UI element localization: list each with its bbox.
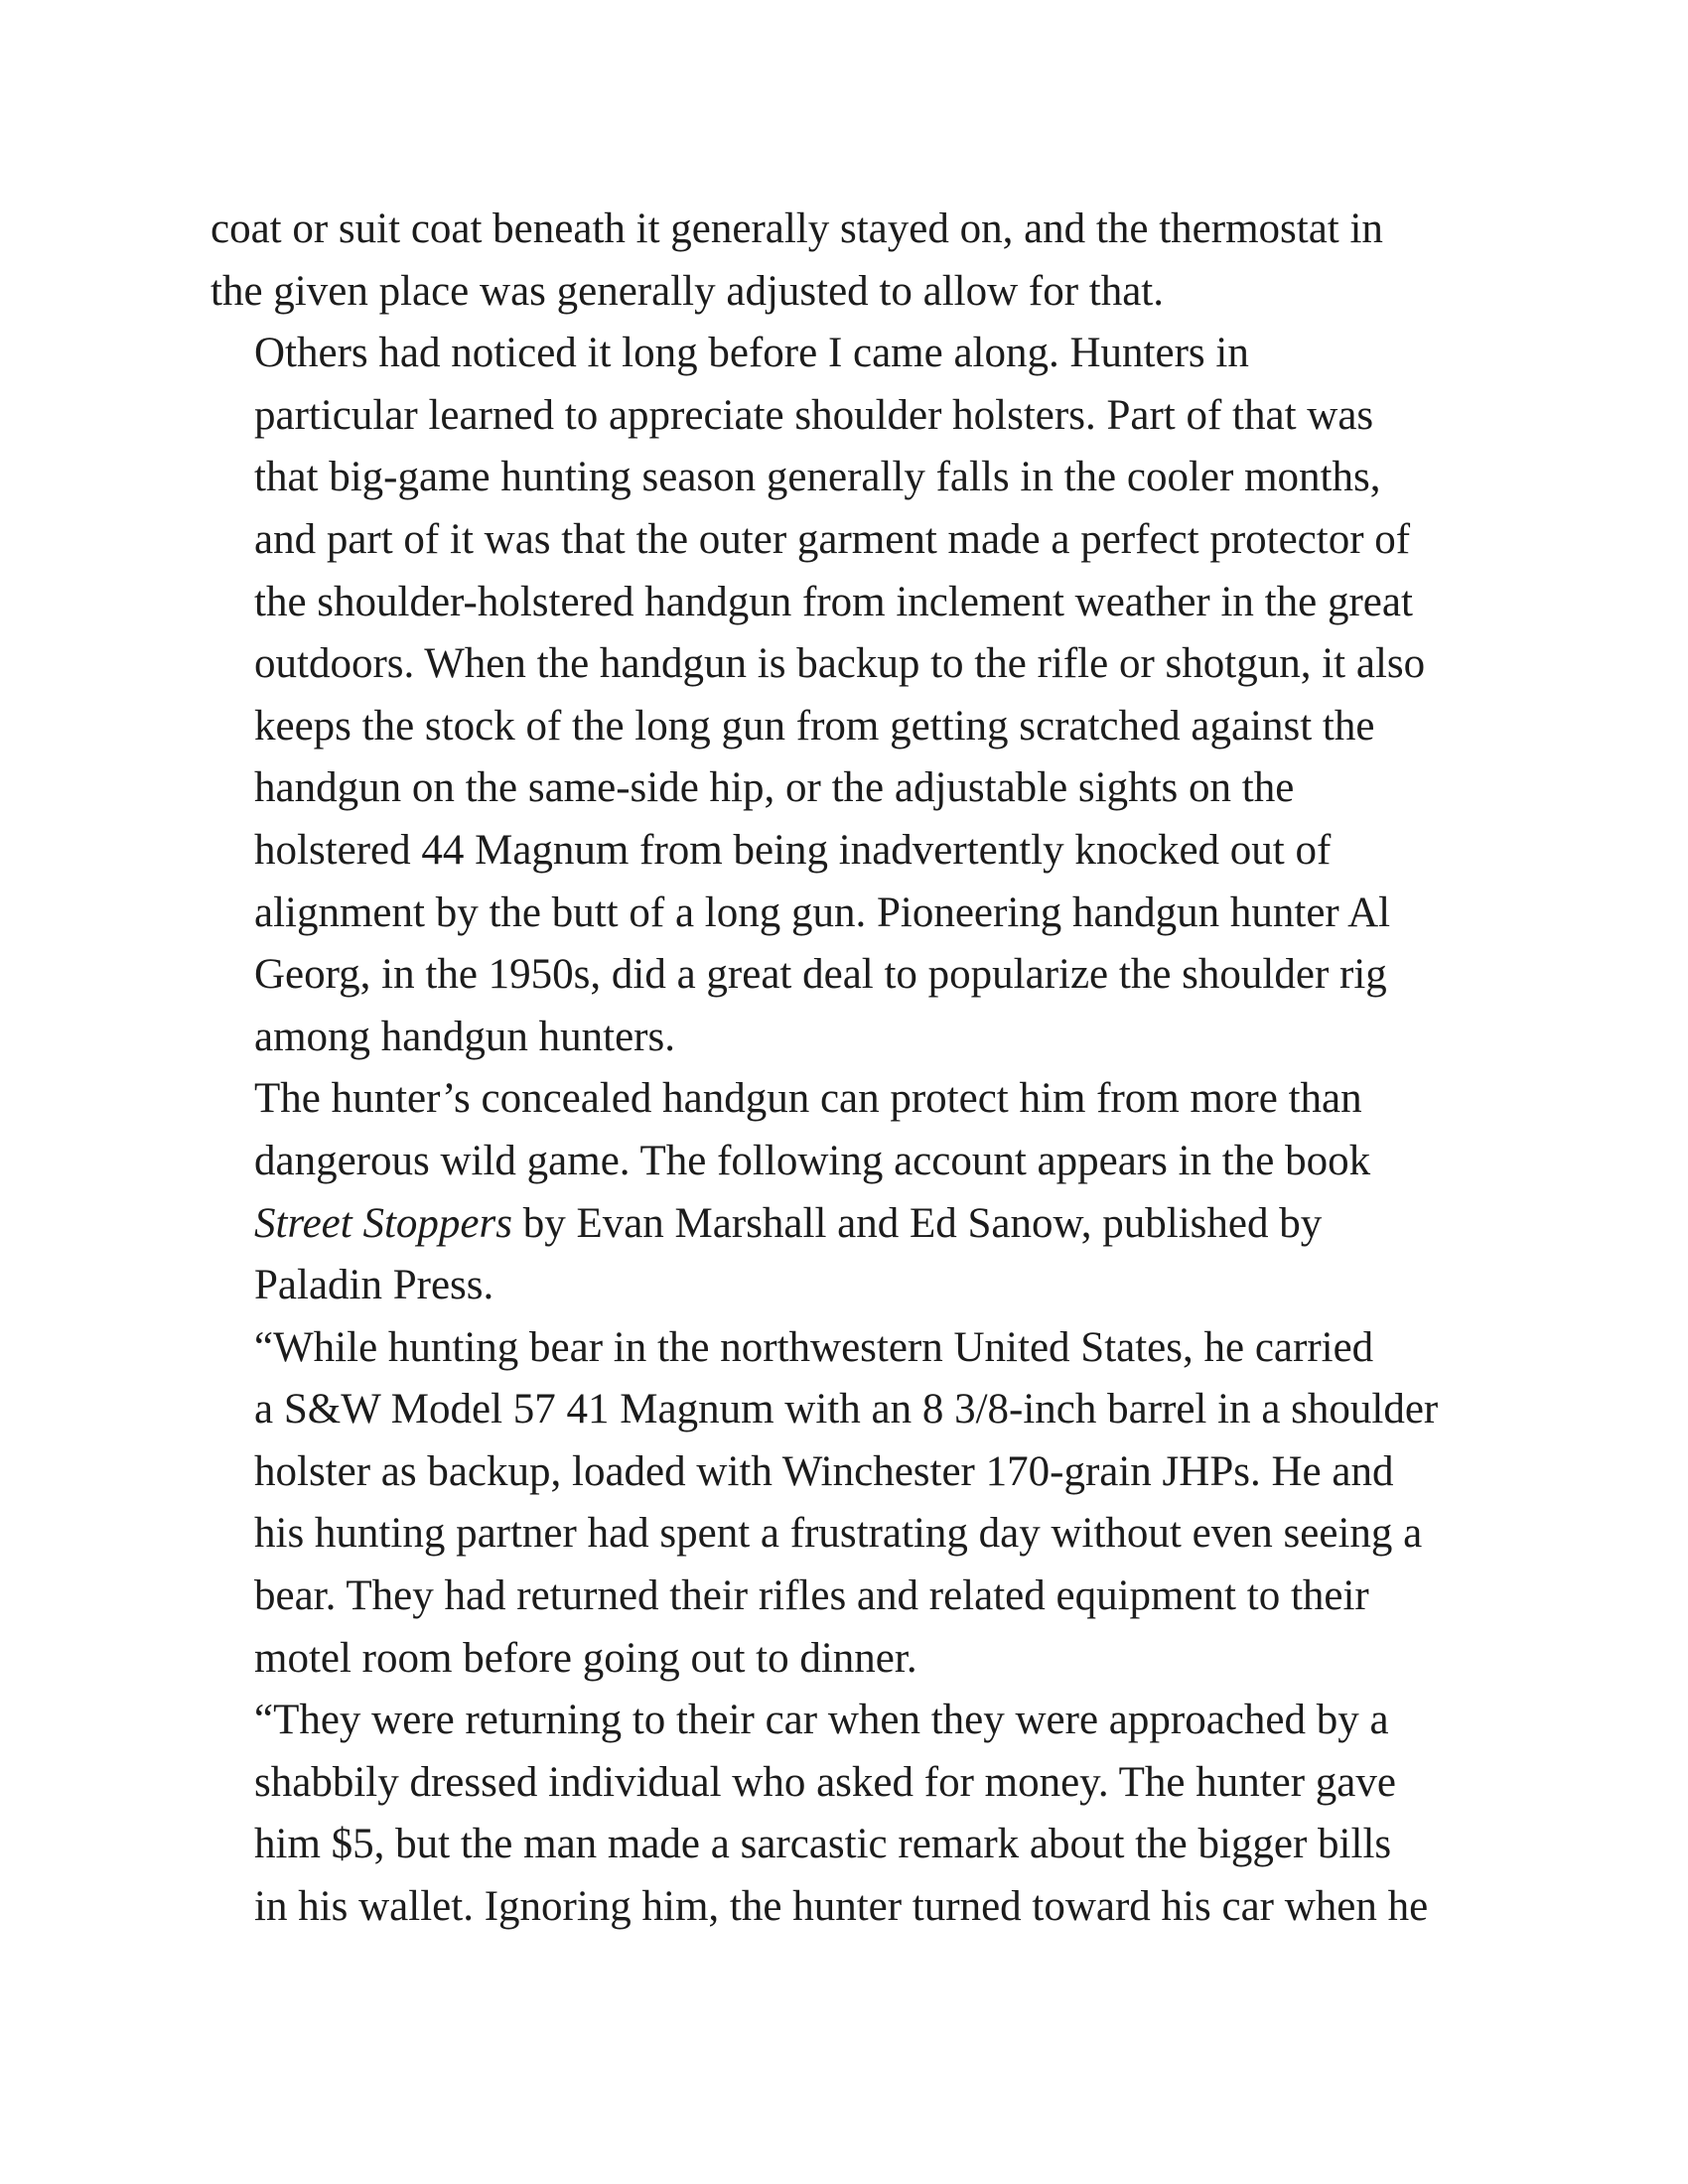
text-line: “They were returning to their car when they were approached by a bbox=[254, 1697, 1389, 1744]
text-line: and part of it was that the outer garment made a perfect protector of bbox=[254, 515, 1411, 563]
text-line: holster as backup, loaded with Winchester 170-grain JHPs. He and bbox=[254, 1447, 1394, 1495]
text-line: a S&W Model 57 41 Magnum with an 8 3/8-inch barrel in a shoulder bbox=[254, 1386, 1439, 1433]
text-line: coat or suit coat beneath it generally stayed on, and the thermostat in bbox=[211, 205, 1383, 252]
text-line: among handgun hunters. bbox=[254, 1013, 675, 1060]
paragraph-1 bbox=[211, 199, 1501, 323]
text-line: “While hunting bear in the northwestern United States, he carried bbox=[254, 1323, 1374, 1371]
text-line: Paladin Press. bbox=[254, 1262, 494, 1309]
text-line: his hunting partner had spent a frustrating day without even seeing a bbox=[254, 1510, 1423, 1558]
paragraph-2 bbox=[211, 323, 1501, 1068]
text-line: The hunter’s concealed handgun can protect him from more than bbox=[254, 1075, 1362, 1123]
text-line: particular learned to appreciate shoulder holsters. Part of that was bbox=[254, 391, 1374, 439]
text-line: Others had noticed it long before I came along. Hunters in bbox=[254, 330, 1249, 377]
paragraph-4 bbox=[211, 1317, 1501, 1691]
document-page bbox=[211, 199, 1501, 1939]
text-line: alignment by the butt of a long gun. Pioneering handgun hunter Al bbox=[254, 888, 1391, 936]
paragraph-5 bbox=[211, 1690, 1501, 1938]
text-line: handgun on the same-side hip, or the adjustable sights on the bbox=[254, 764, 1295, 812]
text-line bbox=[211, 1193, 1501, 1256]
text-line: keeps the stock of the long gun from getting scratched against the bbox=[254, 702, 1375, 750]
text-line: bear. They had returned their rifles and related equipment to their bbox=[254, 1572, 1369, 1620]
text-line: the shoulder-holstered handgun from inclement weather in the great bbox=[254, 578, 1413, 625]
text-line: him $5, but the man made a sarcastic remark about the bigger bills bbox=[254, 1821, 1392, 1868]
text-line: Georg, in the 1950s, did a great deal to popularize the shoulder rig bbox=[254, 951, 1387, 999]
text-line: holstered 44 Magnum from being inadvertently knocked out of bbox=[254, 826, 1332, 874]
text-line: the given place was generally adjusted to allow for that. bbox=[211, 267, 1165, 315]
text-line: in his wallet. Ignoring him, the hunter turned toward his car when he bbox=[254, 1883, 1429, 1931]
book-credit: by Evan Marshall and Ed Sanow, published by bbox=[511, 1199, 1323, 1247]
text-line: shabbily dressed individual who asked for money. The hunter gave bbox=[254, 1758, 1396, 1806]
paragraph-3 bbox=[211, 1068, 1501, 1316]
text-line: dangerous wild game. The following account appears in the book bbox=[254, 1137, 1371, 1184]
text-line: outdoors. When the handgun is backup to the rifle or shotgun, it also bbox=[254, 640, 1426, 688]
text-line: motel room before going out to dinner. bbox=[254, 1634, 917, 1682]
book-title: Street Stoppers bbox=[254, 1199, 512, 1247]
text-line: that big-game hunting season generally falls in the cooler months, bbox=[254, 454, 1381, 501]
